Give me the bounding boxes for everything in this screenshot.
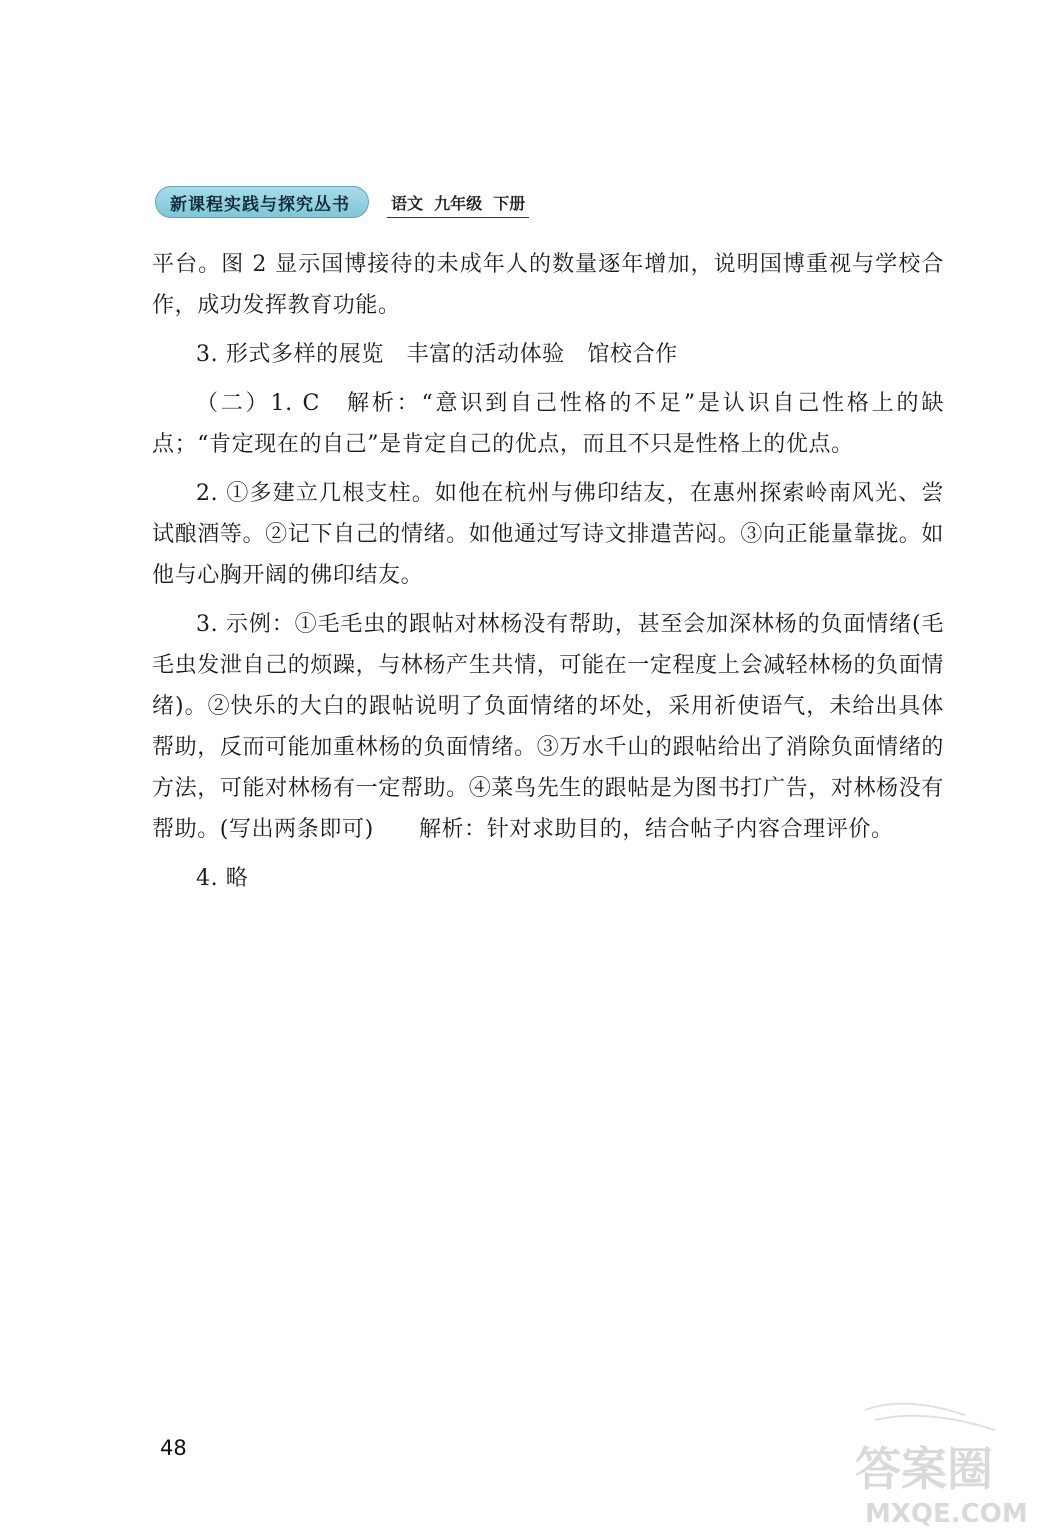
paragraph-section-2-answer-2: 2. ①多建立几根支柱。如他在杭州与佛印结友，在惠州探索岭南风光、尝试酿酒等。②记下自己的情绪。如他通过写诗文排遣苦闷。③向正能量靠拢。如他与心胸开阔的佛印结友。 [152,481,944,588]
answer-text-body [152,244,944,899]
paragraph-section-2-answer-1: （二）1. C 解析：“意识到自己性格的不足”是认识自己性格上的缺点；“肯定现在的自己”是肯定自己的优点，而且不只是性格上的优点。 [152,391,944,457]
paragraph-section-2-answer-4: 4. 略 [196,866,249,891]
series-title-badge: 新课程实践与探究丛书 [155,186,369,218]
watermark-logo [845,1390,1035,1530]
paragraph-continuation: 平台。图 2 显示国博接待的未成年人的数量逐年增加，说明国博重视与学校合作，成功发挥教育功能。 [152,252,944,318]
paragraph-answer-3: 3. 形式多样的展览 丰富的活动体验 馆校合作 [196,342,678,367]
book-header [155,184,529,218]
watermark-site-text: MXQE.COM [865,1499,1028,1529]
page-number: 48 [160,1436,187,1460]
subject-grade-label: 语文 九年级 下册 [387,191,529,218]
paragraph-section-2-answer-3: 3. 示例：①毛毛虫的跟帖对林杨没有帮助，甚至会加深林杨的负面情绪(毛毛虫发泄自己的烦躁，与林杨产生共情，可能在一定程度上会减轻林杨的负面情绪)。②快乐的大白的跟帖说明了负面情绪的坏处，采用祈使语气，未给出具体帮助，反而可能加重林杨的负面情绪。③万水千山的跟帖给出了消除负面情绪的方法，可能对林杨有一定帮助。④菜鸟先生的跟帖是为图书打广告，对林杨没有帮助。(写出两条即可) 解析：针对求助目的，结合帖子内容合理评价。 [152,612,944,842]
watermark-logo-text: 答案圈 [855,1442,993,1496]
